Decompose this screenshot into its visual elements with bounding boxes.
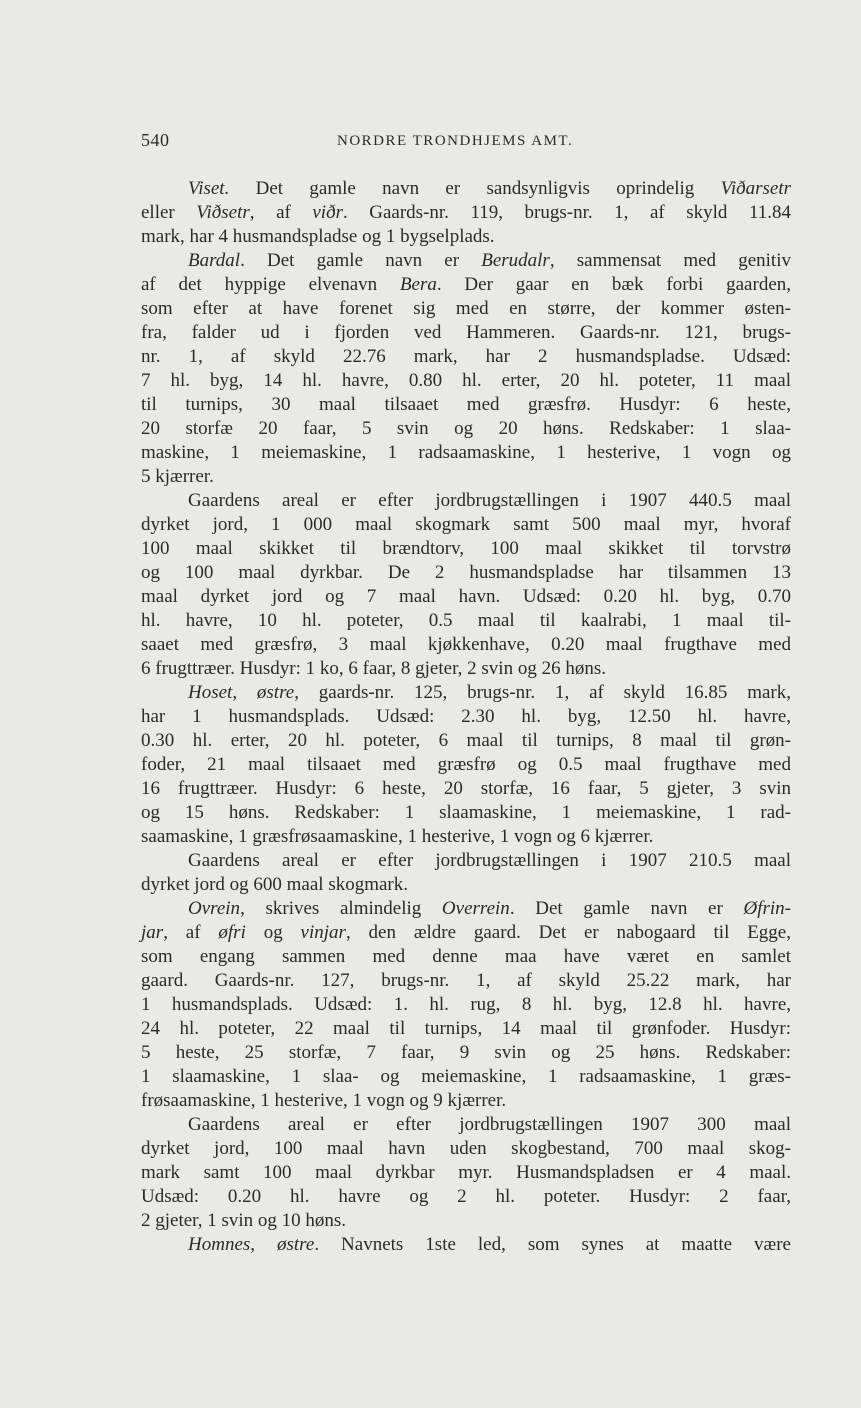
text-segment: og 15 høns. Redskaber: 1 slaamaskine, 1 meiemaskine, 1 rad- [141, 802, 791, 823]
italic-name: Ovrein [188, 898, 241, 919]
text-segment: har 1 husmandsplads. Udsæd: 2.30 hl. byg, 12.50 hl. havre, [141, 706, 791, 727]
text-line [141, 201, 791, 225]
text-segment: gaard. Gaards-nr. 127, brugs-nr. 1, af skyld 25.22 mark, har [141, 970, 791, 991]
text-line [141, 921, 791, 945]
text-segment: Gaardens areal er efter jordbrugstællingen i 1907 210.5 maal [188, 850, 791, 871]
text-segment: saamaskine, 1 græsfrøsaamaskine, 1 hesterive, 1 vogn og 6 kjærrer. [141, 826, 654, 847]
text-segment: , skrives almindelig [240, 898, 442, 919]
text-segment: og [245, 922, 301, 943]
text-segment: dyrket jord, 100 maal havn uden skogbestand, 700 maal skog- [141, 1138, 791, 1159]
body-text [141, 177, 791, 1257]
text-segment: som efter at have forenet sig med en større, der kommer østen- [141, 298, 791, 319]
text-segment: . Det gamle navn er [509, 898, 744, 919]
text-segment: 100 maal skikket til brændtorv, 100 maal skikket til torvstrø [141, 538, 791, 559]
italic-name: øfri [218, 922, 246, 943]
text-line [141, 537, 791, 561]
text-segment: 5 kjærrer. [141, 466, 214, 487]
text-segment: 5 heste, 25 storfæ, 7 faar, 9 svin og 25 høns. Redskaber: [141, 1042, 791, 1063]
text-segment: saaet med græsfrø, 3 maal kjøkkenhave, 0.20 maal frugthave med [141, 634, 791, 655]
text-line [141, 417, 791, 441]
italic-name: Viset. [188, 178, 230, 199]
text-line [141, 1089, 791, 1113]
text-segment: hl. havre, 10 hl. poteter, 0.5 maal til kaalrabi, 1 maal til- [141, 610, 791, 631]
text-segment: . Navnets 1ste led, som synes at maatte være [314, 1234, 791, 1255]
text-segment: foder, 21 maal tilsaaet med græsfrø og 0.5 maal frugthave med [141, 754, 791, 775]
italic-name: Øfrin- [743, 898, 791, 919]
text-segment: fra, falder ud i fjorden ved Hammeren. Gaards-nr. 121, brugs- [141, 322, 791, 343]
text-line [141, 321, 791, 345]
text-segment: 16 frugttræer. Husdyr: 6 heste, 20 storfæ, 16 faar, 5 gjeter, 3 svin [141, 778, 791, 799]
text-segment: 2 gjeter, 1 svin og 10 høns. [141, 1210, 347, 1231]
text-line [141, 993, 791, 1017]
italic-name: Homnes, østre [188, 1234, 315, 1255]
text-segment: 1 slaamaskine, 1 slaa- og meiemaskine, 1 radsaamaskine, 1 græs- [141, 1066, 791, 1087]
text-segment: som engang sammen med denne maa have været en samlet [141, 946, 791, 967]
text-line [141, 297, 791, 321]
text-line [141, 1209, 791, 1233]
text-segment: Gaardens areal er efter jordbrugstællingen 1907 300 maal [188, 1114, 791, 1135]
italic-name: viðr [312, 202, 343, 223]
text-line [141, 561, 791, 585]
text-line [141, 441, 791, 465]
text-segment: mark, har 4 husmandspladse og 1 bygselplads. [141, 226, 495, 247]
page-header [141, 130, 791, 158]
text-line [141, 729, 791, 753]
text-line [141, 657, 791, 681]
text-line [141, 1137, 791, 1161]
text-segment: . Der gaar en bæk forbi gaarden, [436, 274, 792, 295]
text-line [141, 1185, 791, 1209]
text-segment: Det gamle navn er sandsynligvis oprindelig [229, 178, 721, 199]
text-line [141, 969, 791, 993]
italic-name: jar [141, 922, 164, 943]
text-segment: . Gaards-nr. 119, brugs-nr. 1, af skyld 11.84 [342, 202, 792, 223]
text-segment: 7 hl. byg, 14 hl. havre, 0.80 hl. erter, 20 hl. poteter, 11 maal [141, 370, 791, 391]
text-segment: 6 frugttræer. Husdyr: 1 ko, 6 faar, 8 gjeter, 2 svin og 26 høns. [141, 658, 606, 679]
italic-name: Bardal [188, 250, 241, 271]
italic-name: vinjar [300, 922, 346, 943]
text-line [141, 849, 791, 873]
text-line [141, 585, 791, 609]
text-segment: af det hyppige elvenavn [141, 274, 400, 295]
text-segment: maskine, 1 meiemaskine, 1 radsaamaskine, 1 hesterive, 1 vogn og [141, 442, 791, 463]
text-segment: dyrket jord og 600 maal skogmark. [141, 874, 409, 895]
text-segment: mark samt 100 maal dyrkbar myr. Husmandspladsen er 4 maal. [141, 1162, 791, 1183]
text-line [141, 249, 791, 273]
text-line [141, 873, 791, 897]
text-segment: til turnips, 30 maal tilsaaet med græsfrø. Husdyr: 6 heste, [141, 394, 791, 415]
text-line [141, 633, 791, 657]
text-line [141, 177, 791, 201]
text-segment: , den ældre gaard. Det er nabogaard til Egge, [345, 922, 791, 943]
text-line [141, 369, 791, 393]
text-segment: 20 storfæ 20 faar, 5 svin og 20 høns. Redskaber: 1 slaa- [141, 418, 791, 439]
text-line [141, 897, 791, 921]
text-segment: Udsæd: 0.20 hl. havre og 2 hl. poteter. Husdyr: 2 faar, [141, 1186, 791, 1207]
text-segment: 1 husmandsplads. Udsæd: 1. hl. rug, 8 hl. byg, 12.8 hl. havre, [141, 994, 791, 1015]
text-line [141, 777, 791, 801]
text-segment: . Det gamle navn er [240, 250, 482, 271]
text-line [141, 225, 791, 249]
text-line [141, 1161, 791, 1185]
italic-name: Viðarsetr [720, 178, 791, 199]
text-segment: 24 hl. poteter, 22 maal til turnips, 14 maal til grønfoder. Husdyr: [141, 1018, 791, 1039]
running-title: NORDRE TRONDHJEMS AMT. [337, 133, 574, 149]
text-line [141, 1065, 791, 1089]
text-line [141, 825, 791, 849]
text-line [141, 513, 791, 537]
text-line [141, 1017, 791, 1041]
text-segment: Gaardens areal er efter jordbrugstællingen i 1907 440.5 maal [188, 490, 791, 511]
italic-name: Hoset, østre [188, 682, 295, 703]
text-segment: , sammensat med genitiv [549, 250, 791, 271]
italic-name: Viðsetr [196, 202, 250, 223]
italic-name: Berudalr [481, 250, 550, 271]
text-line [141, 1041, 791, 1065]
text-line [141, 345, 791, 369]
text-segment: nr. 1, af skyld 22.76 mark, har 2 husmandspladse. Udsæd: [141, 346, 791, 367]
page-number: 540 [141, 130, 170, 150]
italic-name: Bera [399, 274, 437, 295]
text-line [141, 801, 791, 825]
text-segment: 0.30 hl. erter, 20 hl. poteter, 6 maal til turnips, 8 maal til grøn- [141, 730, 791, 751]
text-line [141, 1113, 791, 1137]
text-line [141, 945, 791, 969]
text-line [141, 489, 791, 513]
text-line [141, 609, 791, 633]
italic-name: Overrein [441, 898, 510, 919]
text-segment: og 100 maal dyrkbar. De 2 husmandspladse har tilsammen 13 [141, 562, 791, 583]
text-line [141, 465, 791, 489]
text-segment: frøsaamaskine, 1 hesterive, 1 vogn og 9 kjærrer. [141, 1090, 507, 1111]
text-line [141, 1233, 791, 1257]
text-line [141, 705, 791, 729]
text-line [141, 681, 791, 705]
text-segment: , af [163, 922, 219, 943]
text-line [141, 273, 791, 297]
text-segment: dyrket jord, 1 000 maal skogmark samt 500 maal myr, hvoraf [141, 514, 791, 535]
text-segment: maal dyrket jord og 7 maal havn. Udsæd: 0.20 hl. byg, 0.70 [141, 586, 791, 607]
text-segment: eller [141, 202, 197, 223]
text-line [141, 753, 791, 777]
text-line [141, 393, 791, 417]
text-segment: , gaards-nr. 125, brugs-nr. 1, af skyld 16.85 mark, [294, 682, 792, 703]
text-segment: , af [249, 202, 313, 223]
